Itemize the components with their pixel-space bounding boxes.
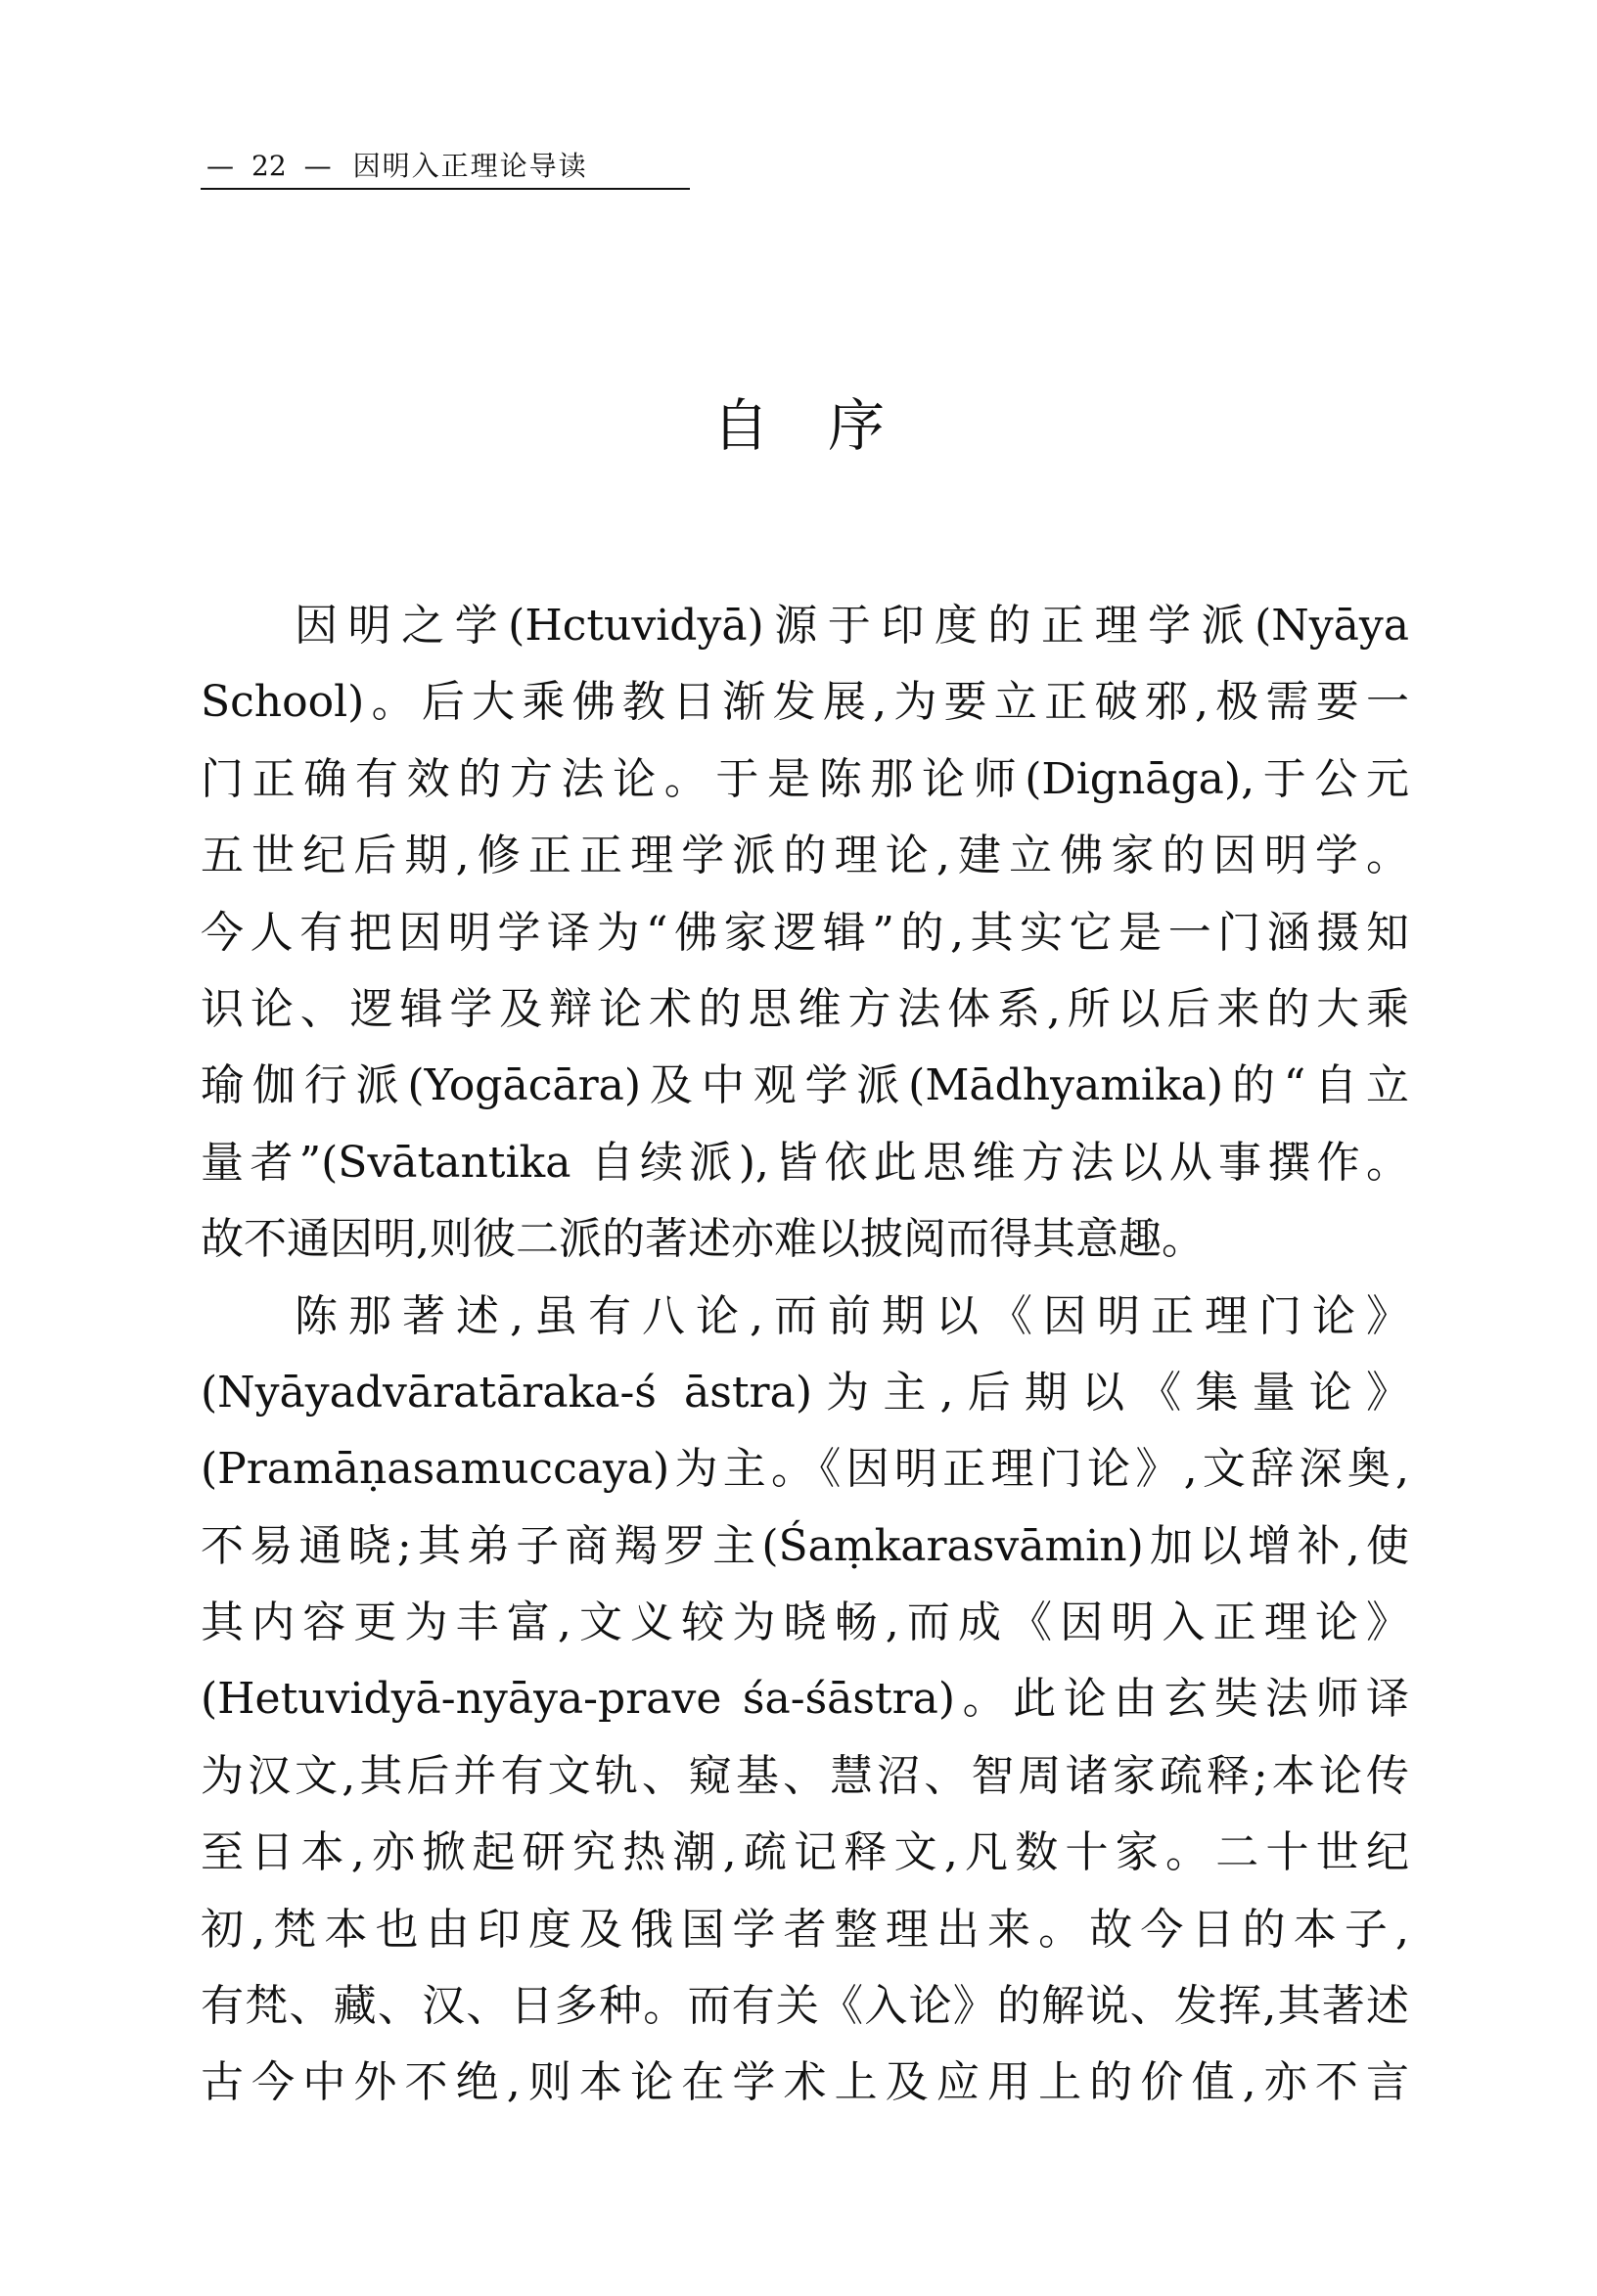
header-dash-right: — xyxy=(303,150,332,182)
text-line: 量者”(Svātantika 自续派),皆依此思维方法以从事撰作。 xyxy=(201,1137,1409,1188)
header-rule xyxy=(201,188,690,190)
running-header xyxy=(201,149,690,192)
text-line: 故不通因明,则彼二派的著述亦难以披阅而得其意趣。 xyxy=(201,1214,1205,1265)
text-line: 有梵、藏、汉、日多种。而有关《入论》的解说、发挥,其著述 xyxy=(201,1981,1409,2032)
text-line: 因明之学(Hctuvidyā)源于印度的正理学派(Nyāya xyxy=(295,601,1409,651)
text-line: 今人有把因明学译为“佛家逻辑”的,其实它是一门涵摄知 xyxy=(201,907,1409,958)
text-line: 五世纪后期,修正正理学派的理论,建立佛家的因明学。 xyxy=(201,831,1409,881)
book-title: 因明入正理论导读 xyxy=(352,150,588,182)
text-line: 初,梵本也由印度及俄国学者整理出来。故今日的本子, xyxy=(201,1904,1409,1955)
text-line: 为汉文,其后并有文轨、窥基、慧沼、智周诸家疏释;本论传 xyxy=(201,1750,1409,1801)
page-number: 22 xyxy=(251,150,287,182)
text-line: School)。后大乘佛教日渐发展,为要立正破邪,极需要一 xyxy=(201,677,1409,728)
text-line: 识论、逻辑学及辩论术的思维方法体系,所以后来的大乘 xyxy=(201,983,1409,1034)
text-line: (Nyāyadvāratāraka-ś āstra)为主,后期以《集量论》 xyxy=(201,1367,1409,1418)
text-line: 不易通晓;其弟子商羯罗主(Śaṃkarasvāmin)加以增补,使 xyxy=(201,1520,1409,1571)
text-line: 门正确有效的方法论。于是陈那论师(Dignāga),于公元 xyxy=(201,753,1409,804)
header-dash-left: — xyxy=(206,150,234,182)
chapter-title: 自序 xyxy=(711,392,943,459)
text-line: 陈那著述,虽有八论,而前期以《因明正理门论》 xyxy=(295,1290,1409,1341)
text-line: 其内容更为丰富,文义较为晓畅,而成《因明入正理论》 xyxy=(201,1598,1409,1648)
text-line: (Pramāṇasamuccaya)为主。《因明正理门论》,文辞深奥, xyxy=(201,1444,1409,1495)
paragraph-2 xyxy=(201,1285,1409,2129)
body-text xyxy=(201,595,1409,2129)
paragraph-1 xyxy=(201,595,1409,1285)
text-line: 至日本,亦掀起研究热潮,疏记释文,凡数十家。二十世纪 xyxy=(201,1827,1409,1878)
text-line: (Hetuvidyā-nyāya-prave śa-śāstra)。此论由玄奘法师译 xyxy=(201,1674,1409,1725)
text-line: 瑜伽行派(Yogācāra)及中观学派(Mādhyamika)的“自立 xyxy=(201,1060,1409,1111)
text-line: 古今中外不绝,则本论在学术上及应用上的价值,亦不言 xyxy=(201,2057,1409,2108)
